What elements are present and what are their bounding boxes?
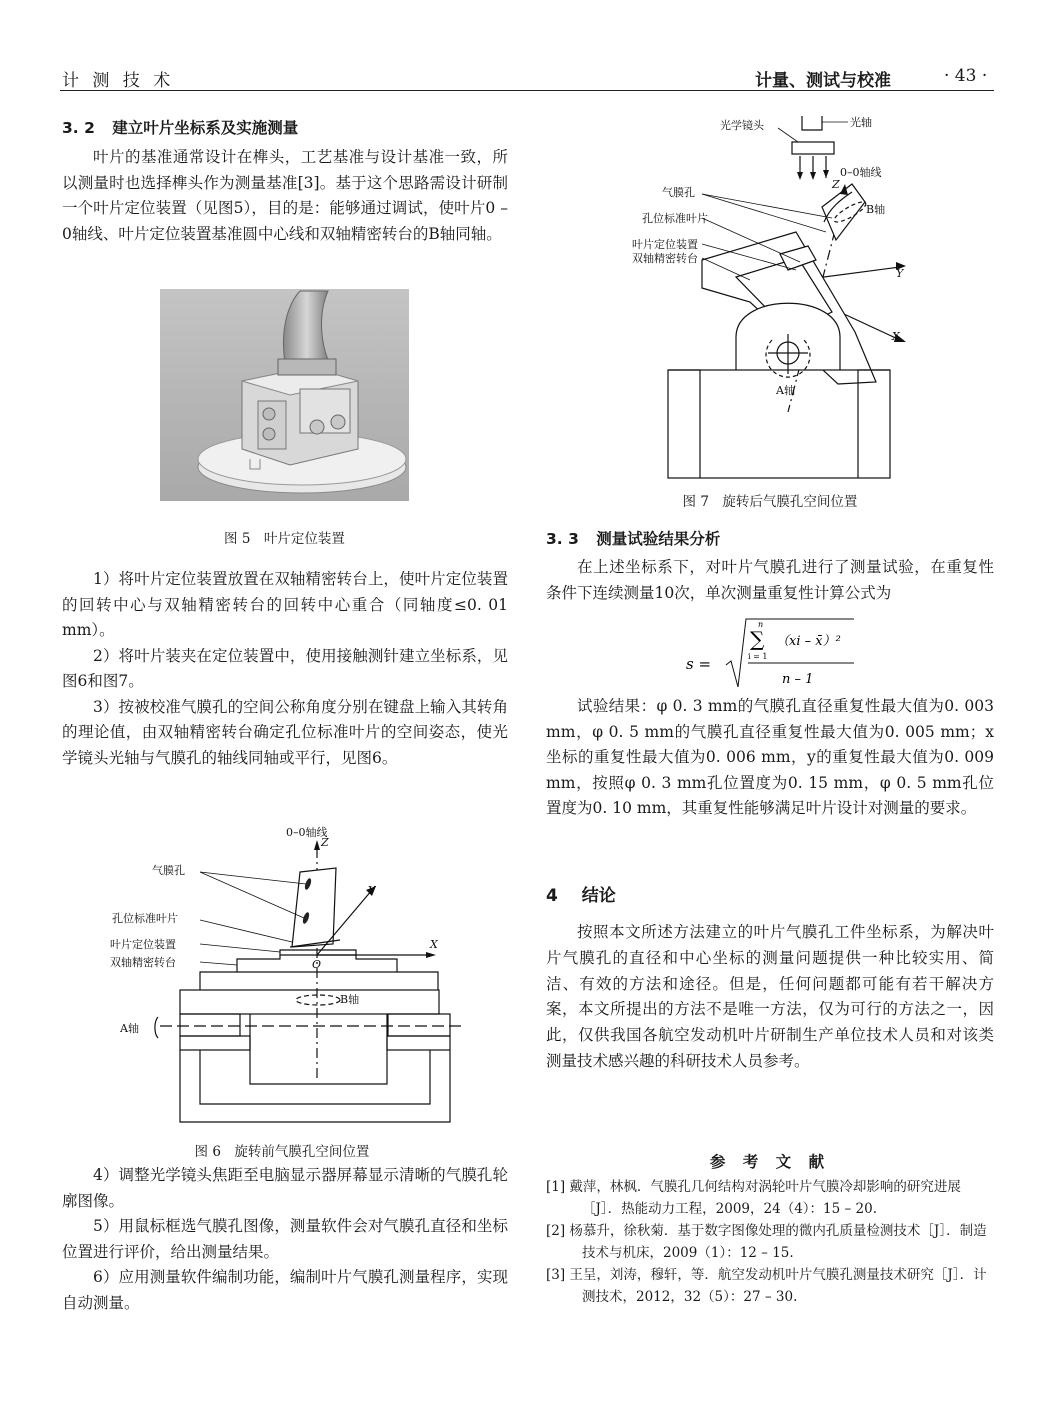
- paragraph: 在上述坐标系下，对叶片气膜孔进行了测量试验，在重复性条件下连续测量10次，单次测量重复性计算公式为: [546, 558, 994, 602]
- references-list: [546, 1176, 994, 1308]
- section-number: 4: [546, 886, 558, 906]
- left-steps-1-3: [62, 567, 508, 771]
- figure-5-caption: 图 5 叶片定位装置: [224, 531, 345, 547]
- fig7-z-label: Z: [832, 178, 840, 191]
- right-results-paragraph: [546, 694, 994, 822]
- figure-6-diagram: [100, 822, 464, 1132]
- section-number: 3. 3: [546, 530, 579, 548]
- page-number: · 43 ·: [944, 66, 988, 86]
- fig7-hole-label: 气膜孔: [662, 186, 695, 199]
- step-5: 5）用鼠标框选气膜孔图像，测量软件会对气膜孔直径和坐标位置进行评价，给出测量结果。: [62, 1217, 508, 1261]
- left-steps-4-6: [62, 1163, 508, 1316]
- figure-6-svg: [100, 822, 464, 1132]
- step-1: 1）将叶片定位装置放置在双轴精密转台上，使叶片定位装置的回转中心与双轴精密转台的回转中心重合（同轴度≤0. 01 mm）。: [62, 570, 508, 639]
- paragraph: 试验结果：φ 0. 3 mm的气膜孔直径重复性最大值为0. 003 mm，φ 0. 5 mm的气膜孔直径重复性最大值为0. 005 mm；x坐标的重复性最大值为0. 006 mm，y的重复性最大值为0. 009 mm，按照φ 0. 3 mm孔位置度为0. 15 mm，φ 0. 5 mm孔位置度为0. 10 mm，其重复性能够满足叶片设计对测量的要求。: [546, 697, 994, 817]
- step-6: 6）应用测量软件编制功能，编制叶片气膜孔测量程序，实现自动测量。: [62, 1268, 508, 1312]
- fixture-render: [160, 289, 409, 501]
- fig6-fixture-label: 叶片定位装置: [110, 938, 176, 951]
- formula-sum-bottom: i = 1: [748, 652, 768, 661]
- fig7-fixture-label: 叶片定位装置: [632, 238, 698, 251]
- conclusion-paragraph: [546, 920, 994, 1075]
- reference-item: [3] 王呈，刘涛，穆轩，等．航空发动机叶片气膜孔测量技术研究［J］．计测技术，2012，32（5）：27 – 30.: [546, 1267, 987, 1305]
- fig6-std-blade-label: 孔位标准叶片: [112, 912, 178, 925]
- fig6-origin-label: O: [312, 958, 322, 971]
- figure-7-diagram: [600, 112, 920, 482]
- fig6-y-label: Y: [368, 884, 376, 897]
- fig7-optical-axis-label: 光轴: [850, 116, 872, 129]
- fig6-a-axis-label: A轴: [120, 1022, 139, 1035]
- section-3-2-heading: [62, 116, 298, 138]
- section-title: 结论: [581, 886, 616, 906]
- fig7-std-blade-label: 孔位标准叶片: [642, 212, 708, 225]
- step-3: 3）按被校准气膜孔的空间公称角度分别在键盘上输入其转角的理论值，由双轴精密转台确定孔位标准叶片的空间姿态，使光学镜头光轴与气膜孔的轴线同轴或平行，见图6。: [62, 697, 508, 767]
- reference-item: [1] 戴萍，林枫．气膜孔几何结构对涡轮叶片气膜冷却影响的研究进展［J］．热能动力工程，2009，24（4）：15 – 20.: [546, 1179, 961, 1217]
- fig7-lens-label: 光学镜头: [720, 119, 764, 132]
- formula-sigma: ∑: [750, 627, 765, 651]
- figure-6-caption: 图 6 旋转前气膜孔空间位置: [194, 1144, 370, 1160]
- fig7-x-label: X: [892, 330, 900, 343]
- step-4: 4）调整光学镜头焦距至电脑显示器屏幕显示清晰的气膜孔轮廓图像。: [62, 1166, 508, 1210]
- section-3-3-heading: [546, 527, 720, 549]
- paragraph: 叶片的基准通常设计在榫头，工艺基准与设计基准一致，所以测量时也选择榫头作为测量基准[3]。基于这个思路需设计研制一个叶片定位装置（见图5），目的是：能够通过调试，使叶片0 – 0轴线、叶片定位装置基准圆中心线和双轴精密转台的B轴同轴。: [62, 148, 508, 243]
- fig6-x-label: X: [430, 938, 438, 951]
- section-title: 建立叶片坐标系及实施测量: [112, 119, 299, 137]
- left-paragraph-1: [62, 145, 508, 247]
- references-heading: 参 考 文 献: [709, 1153, 831, 1171]
- fig7-table-label: 双轴精密转台: [632, 252, 698, 265]
- reference-item: [2] 杨慕升，徐秋菊．基于数字图像处理的微内孔质量检测技术［J］．制造技术与机床，2009（1）：12 – 15.: [546, 1223, 987, 1261]
- section-title: 测量试验结果分析: [596, 530, 721, 548]
- fig7-b-axis-label: B轴: [866, 203, 886, 216]
- fig7-y-label: Y: [896, 267, 904, 280]
- right-paragraph-1: [546, 555, 994, 606]
- figure-5-image: [160, 289, 409, 501]
- journal-name: 计 测 技 术: [62, 71, 175, 91]
- fig6-axis00-label: 0–0轴线: [286, 826, 328, 839]
- header-rule: [60, 90, 994, 91]
- section-number: 3. 2: [62, 119, 95, 137]
- fig7-a-axis-label: A轴: [776, 384, 795, 397]
- figure-7-svg: [600, 112, 920, 482]
- fig6-table-label: 双轴精密转台: [110, 956, 176, 969]
- section-name: 计量、测试与校准: [755, 71, 891, 91]
- formula-sum-top: n: [758, 620, 764, 629]
- formula-term: （xi – x̄）²: [776, 634, 841, 649]
- figure-7-caption: 图 7 旋转后气膜孔空间位置: [682, 494, 858, 510]
- section-4-heading: [546, 881, 616, 906]
- step-2: 2）将叶片装夹在定位装置中，使用接触测针建立坐标系，见图6和图7。: [62, 646, 508, 690]
- paragraph: 按照本文所述方法建立的叶片气膜孔工件坐标系，为解决叶片气膜孔的直径和中心坐标的测量问题提供一种比较实用、简洁、有效的方法和途径。但是，任何问题都可能有若干解决方案，本文所提出的方法不是唯一方法，仅为可行的方法之一，因此，仅供我国各航空发动机叶片研制生产单位技术人员和对该类测量技术感兴趣的科研技术人员参考。: [546, 923, 994, 1070]
- repeatability-formula: [686, 615, 866, 693]
- fig6-b-axis-label: B轴: [340, 993, 360, 1006]
- fig7-axis00-label: 0–0轴线: [840, 166, 882, 179]
- formula-lhs: s =: [686, 655, 712, 673]
- fig6-hole-label: 气膜孔: [152, 864, 185, 877]
- formula-denominator: n – 1: [782, 672, 814, 687]
- formula-svg: [686, 615, 866, 693]
- fig6-z-label: Z: [321, 836, 329, 849]
